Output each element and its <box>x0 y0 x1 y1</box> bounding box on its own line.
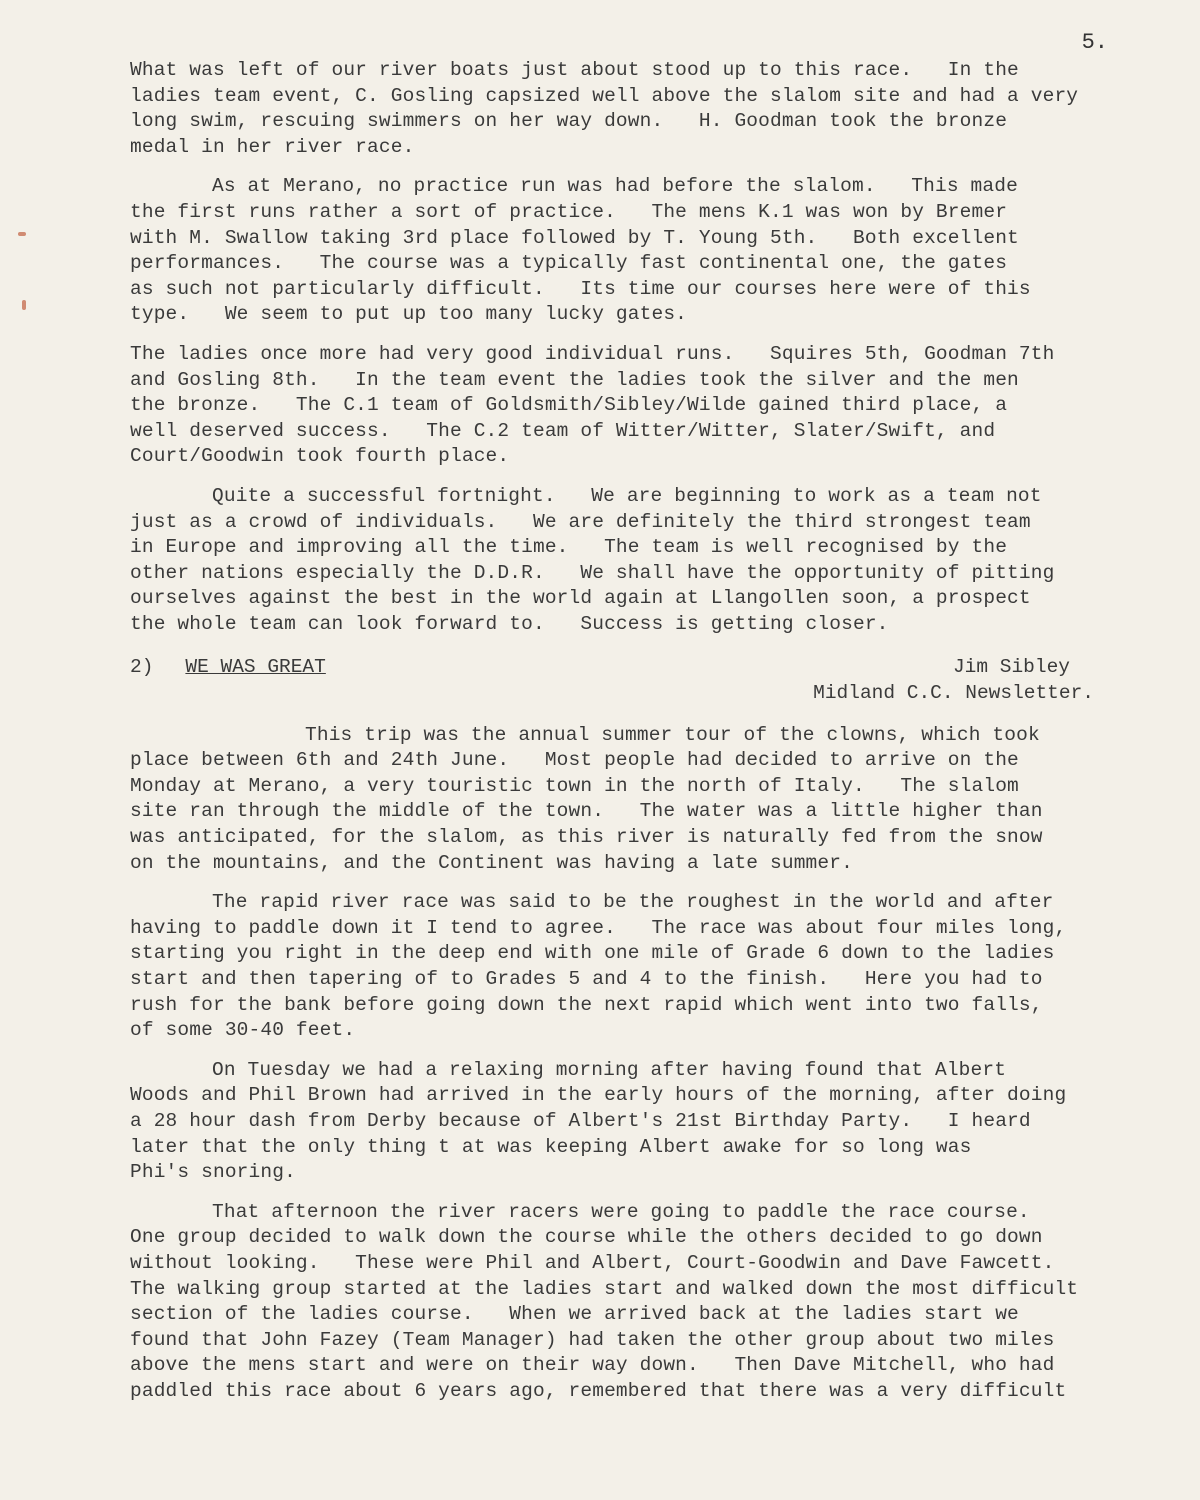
section-heading <box>130 655 1130 681</box>
section-author: Jim Sibley <box>952 656 1070 679</box>
section-title: WE WAS GREAT <box>185 656 326 679</box>
page-number: 5. <box>1081 30 1108 55</box>
paragraph-fortnight: Quite a successful fortnight. We are beginning to work as a team not just as a crowd of individuals. We are definitely the third strongest team in Europe and improving all the time. The team is well recognised by the other nations especially the D.D.R. We shall have the opportunity of pitting ourselves against the best in the world again at Llangollen soon, a prospect the whole team can look forward to. Success is getting closer. <box>130 484 1055 635</box>
section-source: Midland C.C. Newsletter. <box>813 682 1094 705</box>
paragraph-river-race: The rapid river race was said to be the roughest in the world and after having to paddle down it I tend to agree. The race was about four miles long, starting you right in the deep end with one mile of Grade 6 down to the ladies start and then tapering of to Grades 5 and 4 to the finish. Here you had to rush for the bank before going down the next rapid which went into two falls, of some 30-40 feet. <box>130 891 1067 1042</box>
paragraph-afternoon: That afternoon the river racers were going to paddle the race course. One group decided to walk down the course while the others decided to go down without looking. These were Phil and Albert, Court-Goodwin and Dave Fawcett. The walking group started at the ladies start and walked down the most difficult section of the ladies course. When we arrived back at the ladies start we found that John Fazey (Team Manager) had taken the other group about two miles above the mens start and were on their way down. Then Dave Mitchell, who had paddled this race about 6 years ago, remembered that there was a very difficult <box>130 1200 1079 1402</box>
section-source-wrap <box>130 681 1094 707</box>
paragraph-slalom: As at Merano, no practice run was had before the slalom. This made the first runs rather a sort of practice. The mens K.1 was won by Bremer with M. Swallow taking 3rd place followed by T. Young 5th. Both excellent performances. The course was a typically fast continental one, the gates as such not particularly difficult. Its time our courses here were of this type. We seem to put up too many lucky gates. <box>130 175 1031 326</box>
paragraph-trip: This trip was the annual summer tour of the clowns, which took place between 6th and 24th June. Most people had decided to arrive on the Monday at Merano, a very touristic town in the north of Italy. The slalom site ran through the middle of the town. The water was a little higher than was anticipated, for the slalom, as this river is naturally fed from the snow on the mountains, and the Continent was having a late summer. <box>130 723 1043 874</box>
paragraph-tuesday: On Tuesday we had a relaxing morning after having found that Albert Woods and Phil Brown had arrived in the early hours of the morning, after doing a 28 hour dash from Derby because of Albert's 21st Birthday Party. I heard later that the only thing t at was keeping Albert awake for so long was Phi's snoring. <box>130 1058 1067 1184</box>
section-number: 2) <box>130 656 154 679</box>
paragraph-ladies: The ladies once more had very good individual runs. Squires 5th, Goodman 7th and Gosling 8th. In the team event the ladies took the silver and the men the bronze. The C.1 team of Goldsmith/Sibley/Wilde gained third place, a well deserved success. The C.2 team of Witter/Witter, Slater/Swift, and Court/Goodwin took fourth place. <box>130 342 1055 468</box>
paragraph-boats: What was left of our river boats just about stood up to this race. In the ladies team event, C. Gosling capsized well above the slalom site and had a very long swim, rescuing swimmers on her way down. H. Goodman took the bronze medal in her river race. <box>130 59 1079 158</box>
margin-mark <box>18 232 26 236</box>
margin-mark <box>22 300 26 310</box>
